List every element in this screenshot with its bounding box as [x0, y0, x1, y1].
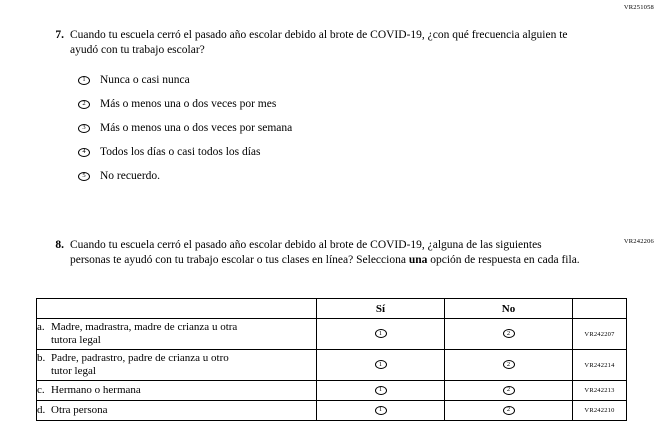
option-row-1[interactable] — [78, 68, 292, 92]
radio-bubble-icon[interactable] — [375, 406, 387, 415]
radio-bubble-icon[interactable] — [78, 148, 90, 157]
row-text-line1: Otra persona — [51, 404, 108, 417]
radio-bubble-icon[interactable] — [503, 329, 515, 338]
option-row-3[interactable] — [78, 116, 292, 140]
bubble-numeral: 4 — [82, 147, 86, 155]
question-8-text-emphasis: una — [408, 253, 428, 266]
bubble-numeral: 3 — [82, 123, 86, 131]
bubble-numeral: 1 — [82, 75, 86, 83]
bubble-numeral: 2 — [82, 99, 86, 107]
bubble-numeral: 2 — [506, 329, 511, 337]
row-a-no-option[interactable] — [445, 319, 573, 350]
row-text-line1: Madre, madrastra, madre de crianza u otra — [51, 321, 238, 334]
row-d-code: VR242210 — [573, 401, 627, 421]
radio-bubble-icon[interactable] — [78, 100, 90, 109]
row-c-no-option[interactable] — [445, 381, 573, 401]
row-a-code: VR242207 — [573, 319, 627, 350]
row-a-yes-option[interactable] — [317, 319, 445, 350]
bubble-numeral: 1 — [378, 329, 383, 337]
row-text-line1: Padre, padrastro, padre de crianza u otro — [51, 352, 229, 365]
row-d-yes-option[interactable] — [317, 401, 445, 421]
bubble-numeral: 1 — [378, 385, 383, 393]
option-row-4[interactable] — [78, 140, 292, 164]
option-row-2[interactable] — [78, 92, 292, 116]
row-d-no-option[interactable] — [445, 401, 573, 421]
table-header — [37, 299, 627, 319]
question-8 — [44, 238, 584, 267]
option-label: Más o menos una o dos veces por mes — [100, 97, 277, 110]
radio-bubble-icon[interactable] — [375, 386, 387, 395]
option-label: Nunca o casi nunca — [100, 73, 190, 86]
option-label: Todos los días o casi todos los días — [100, 145, 261, 158]
row-item-b — [37, 350, 317, 381]
column-header-yes: Sí — [317, 299, 445, 319]
row-b-code: VR242214 — [573, 350, 627, 381]
question-8-number: 8. — [55, 239, 64, 251]
table-row — [37, 381, 627, 401]
radio-bubble-icon[interactable] — [78, 172, 90, 181]
radio-bubble-icon[interactable] — [375, 329, 387, 338]
row-b-yes-option[interactable] — [317, 350, 445, 381]
bubble-numeral: 2 — [506, 360, 511, 368]
radio-bubble-icon[interactable] — [78, 124, 90, 133]
bubble-numeral: 5 — [82, 171, 86, 179]
row-c-code: VR242213 — [573, 381, 627, 401]
question-8-text — [70, 238, 584, 267]
question-7-text: Cuando tu escuela cerró el pasado año escolar debido al brote de COVID-19, ¿con qué frecuencia alguien te ayudó con tu trabajo escolar? — [70, 29, 568, 56]
row-item-a — [37, 319, 317, 350]
table-row — [37, 319, 627, 350]
question-7-options — [78, 68, 292, 188]
option-row-5[interactable] — [78, 164, 292, 188]
column-header-item — [37, 299, 317, 319]
column-header-code — [573, 299, 627, 319]
bubble-numeral: 1 — [378, 360, 383, 368]
table-row — [37, 401, 627, 421]
question-8-side-code: VR242206 — [623, 238, 654, 245]
question-7-number: 7. — [55, 29, 64, 41]
radio-bubble-icon[interactable] — [503, 360, 515, 369]
page-top-right-code: VR251058 — [623, 4, 654, 11]
bubble-numeral: 2 — [506, 385, 511, 393]
row-c-yes-option[interactable] — [317, 381, 445, 401]
table-header-row — [37, 299, 627, 319]
radio-bubble-icon[interactable] — [78, 76, 90, 85]
row-text-line2: tutora legal — [51, 334, 101, 346]
table-row — [37, 350, 627, 381]
row-letter: c. — [37, 384, 45, 397]
radio-bubble-icon[interactable] — [375, 360, 387, 369]
question-8-text-part2: opción de respuesta en cada fila. — [427, 253, 580, 266]
option-label: Más o menos una o dos veces por semana — [100, 121, 293, 134]
bubble-numeral: 1 — [378, 405, 383, 413]
column-header-no: No — [445, 299, 573, 319]
row-letter: a. — [37, 321, 45, 334]
bubble-numeral: 2 — [506, 405, 511, 413]
row-text-line2: tutor legal — [51, 365, 96, 377]
row-item-c — [37, 381, 317, 401]
option-label: No recuerdo. — [100, 169, 161, 182]
radio-bubble-icon[interactable] — [503, 386, 515, 395]
row-text-line1: Hermano o hermana — [51, 384, 141, 397]
row-letter: b. — [37, 352, 46, 365]
question-8-text-part1: Cuando tu escuela cerró el pasado año escolar debido al brote de COVID-19, ¿alguna de las siguientes personas te ayudó con tu trabajo escolar o tus clases en línea? Selecciona — [70, 239, 542, 266]
row-item-d — [37, 401, 317, 421]
row-b-no-option[interactable] — [445, 350, 573, 381]
row-letter: d. — [37, 404, 46, 417]
question-7 — [44, 28, 584, 57]
response-matrix-table — [36, 298, 627, 421]
radio-bubble-icon[interactable] — [503, 406, 515, 415]
